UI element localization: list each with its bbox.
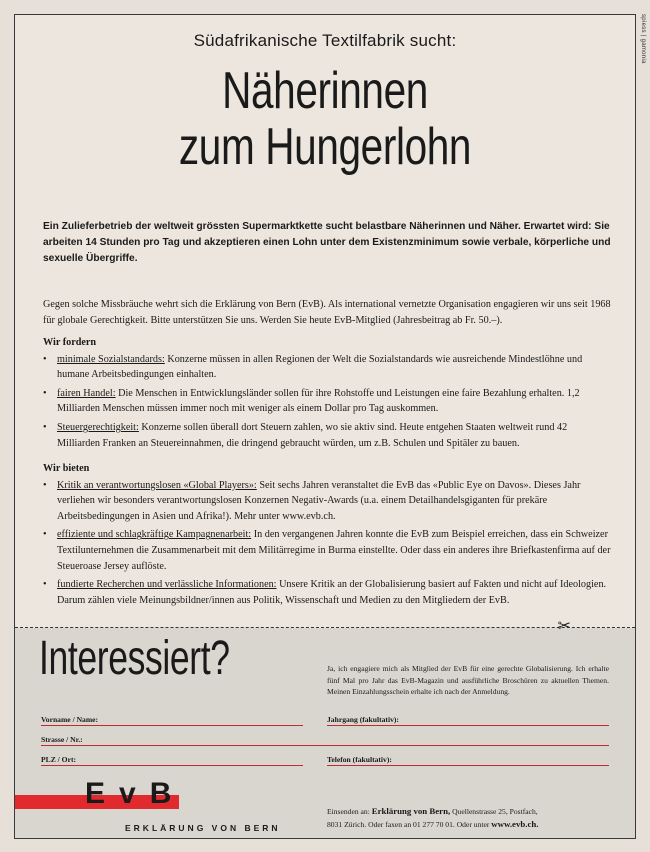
intro-paragraph: Gegen solche Missbräuche wehrt sich die Erklärung von Bern (EvB). Als international vernetzte Organisation engagieren wir uns seit 1968 für globale Gerechtigkeit. Bitte unterstützen Sie uns. Werden Sie heute EvB-Mitglied (Jahresbeitrag ab Fr. 50.–). xyxy=(43,299,611,326)
demand-item xyxy=(43,352,611,383)
evb-logo: EvB xyxy=(85,777,186,810)
offer-item xyxy=(43,527,611,574)
demand-text: Konzerne müssen in allen Regionen der Welt die Sozialstandards wie ausreichende Mindestlöhne und humane Arbeitsbedingungen einhalten. xyxy=(57,353,583,381)
send-address: Quellenstrasse 25, Postfach, xyxy=(450,807,538,816)
street-label: Strasse / Nr.: xyxy=(41,735,83,744)
send-line2: 8031 Zürich. Oder faxen an 01 277 70 01. Oder unter xyxy=(327,820,492,829)
ad-frame xyxy=(14,14,636,839)
send-prefix: Einsenden an: xyxy=(327,807,370,816)
headline xyxy=(83,63,567,175)
demands-title: Wir fordern xyxy=(43,337,97,348)
offer-term: effiziente und schlagkräftige Kampagnenarbeit: xyxy=(57,529,252,541)
send-info xyxy=(327,805,617,831)
name-field[interactable] xyxy=(41,725,303,726)
phone-label: Telefon (fakultativ): xyxy=(327,755,392,764)
send-org: Erklärung von Bern, xyxy=(371,806,451,816)
headline-line-1: Näherinnen xyxy=(222,62,428,120)
send-web-link[interactable]: www.evb.ch. xyxy=(491,819,539,829)
city-field[interactable] xyxy=(41,765,303,766)
city-label: PLZ / Ort: xyxy=(41,755,77,764)
year-field[interactable] xyxy=(327,725,609,726)
demand-term: fairen Handel: xyxy=(57,387,116,399)
demand-text: Die Menschen in Entwicklungsländer sollen für ihre Rohstoffe und Leistungen eine faire Bezahlung erhalten. 1,2 Milliarden Menschen müssen immer noch mit weniger als einem Dollar pro Tag auskommen. xyxy=(57,387,580,415)
offer-term: Kritik an verantwortungslosen «Global Players»: xyxy=(57,479,257,491)
demand-term: Steuergerechtigkeit: xyxy=(57,421,139,433)
kicker: Südafrikanische Textilfabrik sucht: xyxy=(193,31,457,50)
offers-section xyxy=(43,461,611,611)
demands-section xyxy=(43,335,611,454)
year-label: Jahrgang (fakultativ): xyxy=(327,715,399,724)
offer-item xyxy=(43,577,611,608)
street-field[interactable] xyxy=(41,745,609,746)
logo-subtitle: ERKLÄRUNG VON BERN xyxy=(125,823,281,833)
cut-line xyxy=(15,627,635,628)
lead-paragraph: Ein Zulieferbetrieb der weltweit grössten Supermarktkette sucht belastbare Näherinnen und Näher. Erwartet wird: Sie arbeiten 14 Stunden pro Tag und akzeptieren einen Lohn unter dem Existenzminimum sowie verbale, körperliche und sexuelle Übergriffe. xyxy=(43,221,611,264)
headline-line-2: zum Hungerlohn xyxy=(178,118,472,176)
credit: spiess | gamonia xyxy=(640,14,646,64)
offer-text: In den vergangenen Jahren konnte die EvB zum Beispiel erreichen, dass ein Schweizer Textilunternehmen die Zusammenarbeit mit dem Militärregime in Burma einstellte. Oder dass ein anderes ihre Briefkastenfirma auf der Steueroase Jersey auflöste. xyxy=(57,529,611,572)
name-label: Vorname / Name: xyxy=(41,715,99,724)
offer-text: Seit sechs Jahren veranstaltet die EvB das «Public Eye on Davos». Dieses Jahr verliehen wir besonders verantwortungslosen Konzernen Negativ-Awards (u.a. einem Detailhandelsgiganten für prekäre Arbeitsbedingungen in Asien und Afrika!). Mehr unter www.evb.ch. xyxy=(57,479,581,522)
phone-field[interactable] xyxy=(327,765,609,766)
demand-item xyxy=(43,420,611,451)
coupon-title: Interessiert? xyxy=(39,632,230,685)
offer-text: Unsere Kritik an der Globalisierung basiert auf Fakten und nicht auf Ideologien. Darum zählen viele Meinungsbildner/innen aus Politik, Wissenschaft und Medien zu den Mitgliedern der EvB. xyxy=(57,579,607,606)
coupon-text: Ja, ich engagiere mich als Mitglied der EvB für eine gerechte Globalisierung. Ich erhalte fünf Mal pro Jahr das EvB-Magazin und ausführliche Broschüren zu aktuellen Themen. Meinen Einzahlungsschein erhalte ich nach der Anmeldung. xyxy=(327,664,609,696)
demand-item xyxy=(43,386,611,417)
offers-title: Wir bieten xyxy=(43,463,90,474)
offer-term: fundierte Recherchen und verlässliche Informationen: xyxy=(57,579,277,591)
demand-term: minimale Sozialstandards: xyxy=(57,353,165,365)
offer-item xyxy=(43,478,611,525)
scissors-icon: ✂ xyxy=(557,616,571,635)
demand-text: Konzerne sollen überall dort Steuern zahlen, wo sie aktiv sind. Heute entgehen Staaten weltweit rund 42 Milliarden Franken an Steuereinnahmen, die dringend gebraucht würden, um z.B. Schulen und Spitäler zu bauen. xyxy=(57,421,568,449)
